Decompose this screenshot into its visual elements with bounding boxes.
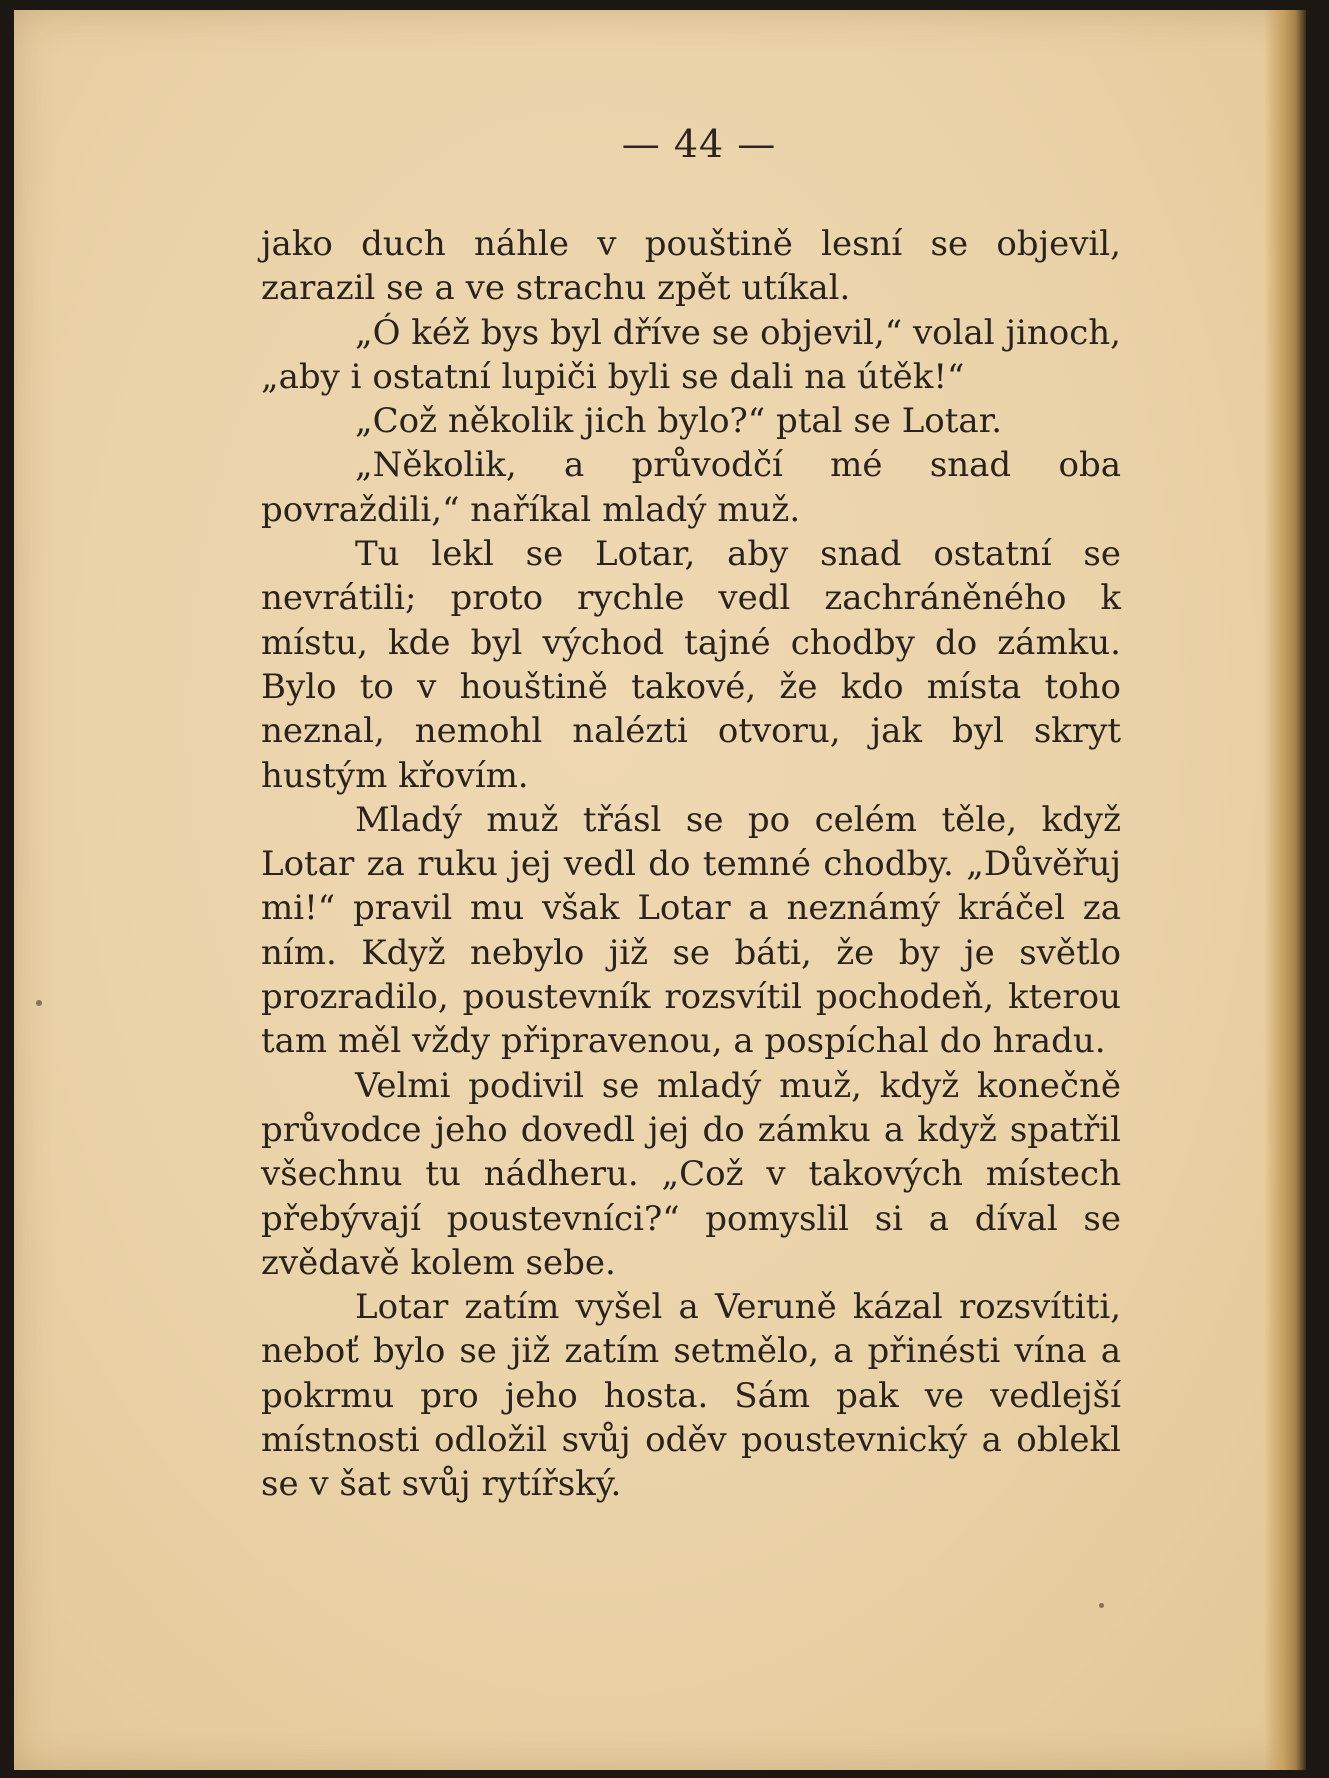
book-page [14,10,1306,1770]
ink-speck [1099,1603,1104,1608]
paragraph: „Ó kéž bys byl dříve se objevil,“ volal jinoch, „aby i ostatní lupiči byli se dali na útěk!“ [261,312,1121,397]
paragraph: Velmi podivil se mladý muž, když konečně průvodce jeho dovedl jej do zámku a když spatřil všechnu tu nádheru. „Což v takových místech přebývají poustevníci?“ pomyslil si a díval se zvědavě kolem sebe. [261,1065,1121,1283]
ink-speck [36,1000,42,1006]
paragraph: Tu lekl se Lotar, aby snad ostatní se nevrátili; proto rychle vedl zachráněného k místu, kde byl východ tajné chodby do zámku. Bylo to v houštině takové, že kdo místa toho neznal, nemohl nalézti otvoru, jak byl skryt hustým křovím. [261,534,1121,796]
page-number: — 44 — [621,122,777,166]
paragraph: „Což několik jich bylo?“ ptal se Lotar. [355,401,1003,442]
body-text [261,222,1121,1507]
paragraph: Mladý muž třásl se po celém těle, když Lotar za ruku jej vedl do temné chodby. „Důvěřuj mi!“ pravil mu však Lotar a neznámý kráčel za ním. Když nebylo již se báti, že by je světlo prozradilo, poustevník rozsvítil pochodeň, kterou tam měl vždy připravenou, a pospíchal do hradu. [261,799,1121,1062]
paragraph-continuation: jako duch náhle v pouštině lesní se objevil, zarazil se a ve strachu zpět utíkal. [261,224,1121,309]
page-gutter [1264,10,1306,1770]
paragraph: Lotar zatím vyšel a Veruně kázal rozsvítiti, neboť bylo se již zatím setmělo, a přinésti vína a pokrmu pro jeho hosta. Sám pak ve vedlejší místnosti odložil svůj oděv poustevnický a oblekl se v šat svůj rytířský. [261,1287,1121,1505]
paragraph: „Několik, a průvodčí mé snad oba povraždili,“ naříkal mladý muž. [261,445,1121,530]
